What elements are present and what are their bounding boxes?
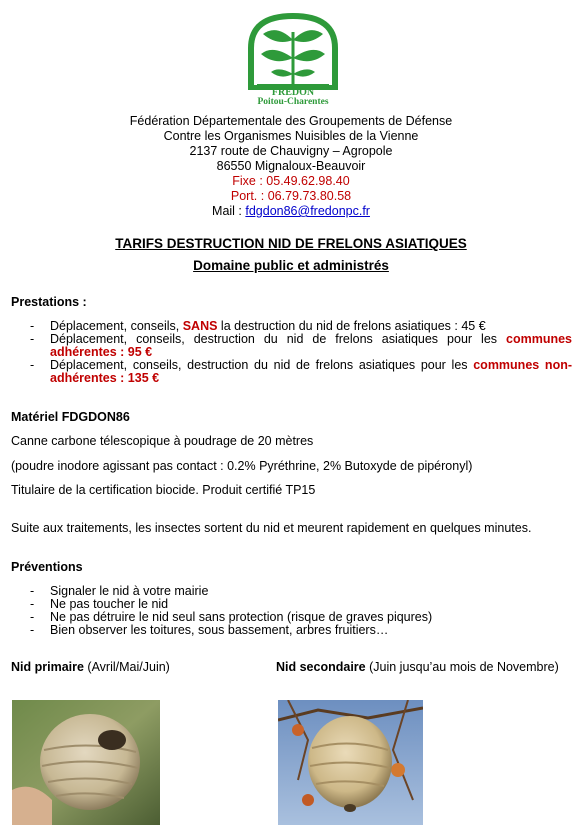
address-line-1: 2137 route de Chauvigny – Agropole	[189, 144, 393, 158]
item-emphasis: communes adhérentes : 95 €	[50, 332, 572, 359]
page-subtitle: Domaine public et administrés	[193, 258, 389, 273]
list-item: - Bien observer les toitures, sous bassement, arbres fruitiers…	[12, 624, 572, 637]
item-emphasis: SANS	[182, 319, 218, 333]
list-item	[12, 333, 572, 359]
nid-primaire-photo	[12, 700, 160, 825]
address-line-2: 86550 Mignaloux-Beauvoir	[216, 159, 366, 173]
item-text: la destruction du nid de frelons asiatiques : 45 €	[217, 319, 486, 333]
materiel-line-2: (poudre inodore agissant pas contact : 0.2% Pyréthrine, 2% Butoxyde de pipéronyl)	[11, 459, 473, 473]
list-item: - Ne pas toucher le nid	[12, 598, 572, 611]
logo-text-region: Poitou-Charentes	[257, 97, 329, 107]
nid-primaire-caption	[11, 660, 170, 674]
item-text: Déplacement, conseils, destruction du nid de frelons asiatiques pour les	[50, 358, 474, 372]
materiel-heading: Matériel FDGDON86	[11, 410, 130, 424]
nid-secondaire-label: Nid secondaire	[276, 660, 366, 674]
plant-logo-icon	[243, 10, 343, 90]
prestations-heading: Prestations :	[11, 295, 87, 309]
nid-secondaire-photo	[278, 700, 423, 825]
phone-port: Port. : 06.79.73.80.58	[230, 189, 352, 203]
prestations-list	[12, 320, 572, 385]
preventions-list	[12, 585, 572, 637]
item-text: Déplacement, conseils,	[50, 319, 183, 333]
suite-text: Suite aux traitements, les insectes sortent du nid et meurent rapidement en quelques minutes.	[11, 521, 532, 535]
list-item: - Ne pas détruire le nid seul sans protection (risque de graves piqures)	[12, 611, 572, 624]
page-title: TARIFS DESTRUCTION NID DE FRELONS ASIATIQUES	[115, 236, 467, 251]
nid-secondaire-caption	[276, 660, 559, 674]
logo-text-fredon: FREDON	[271, 87, 315, 98]
phone-fixe: Fixe : 05.49.62.98.40	[232, 174, 350, 188]
list-item	[12, 359, 572, 385]
materiel-line-1: Canne carbone télescopique à poudrage de 20 mètres	[11, 434, 314, 448]
preventions-heading: Préventions	[11, 560, 83, 574]
list-item: - Signaler le nid à votre mairie	[12, 585, 572, 598]
nid-primaire-label: Nid primaire	[11, 660, 84, 674]
fredon-logo	[243, 10, 343, 106]
item-emphasis: communes non-adhérentes : 135 €	[50, 358, 572, 385]
item-text: Déplacement, conseils, destruction du nid de frelons asiatiques pour les	[50, 332, 506, 346]
materiel-line-3: Titulaire de la certification biocide. Produit certifié TP15	[11, 483, 316, 497]
mail-label: Mail :	[212, 204, 246, 218]
nid-secondaire-detail: (Juin jusqu’au mois de Novembre)	[365, 660, 559, 674]
org-line-2: Contre les Organismes Nuisibles de la Vienne	[163, 129, 419, 143]
mail-link[interactable]: fdgdon86@fredonpc.fr	[245, 204, 370, 218]
org-line-1: Fédération Départementale des Groupements de Défense	[129, 114, 453, 128]
nid-primaire-detail: (Avril/Mai/Juin)	[83, 660, 170, 674]
mail-line	[0, 204, 582, 219]
